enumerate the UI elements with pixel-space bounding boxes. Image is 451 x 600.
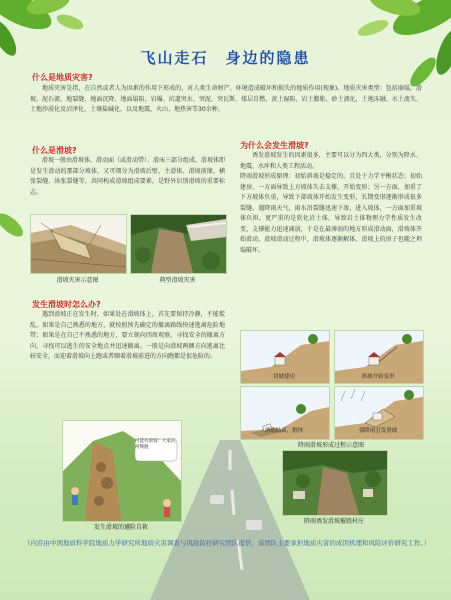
text-landslide-definition: 滑坡一般由滑坡体、滑动面（或滑动带）、滑床三部分组成。滑坡体即是发生滑动的那部分坡体，又可细分为滑坡后壁、主滑体、滑坡前缘，横张裂缝、纵张裂缝等，共同构成滑坡组成要素，是野外识别滑坡的重要标志。: [30, 157, 226, 196]
landslide-diagram-image: [30, 214, 127, 274]
caption-process-diagram: 降雨滑坡形成过程示意图: [297, 442, 364, 449]
text-what-to-do: 遇到滑坡正在发生时，如果处在滑坡体上，首先要保持冷静，不能慌乱。如果是自己熟悉的地方，就按照预先确定的撤离路线快速逃离危险地带；如果是在自己不熟悉的地方，要立刻向四周观察，寻找安全的撤离方向，寻找可以逃生的安全地点并迅速撤离。一般是向滑坡两侧方向逃离比较安全，而迎着滑坡向上跑或者顺着滑坡前进的方向跑都是很危险的。: [30, 311, 225, 360]
footer-source-note: （内容由中国地质科学院地质力学研究所地质灾害调查与风险防控研究团队提供，该团队主要承担地质灾害的成因机理和风险评价研究工作。）: [23, 539, 431, 547]
leaf-decoration-left: [0, 200, 32, 250]
caption-landslide-photo: 典型滑坡灾害: [159, 277, 196, 284]
label-step-1: 切坡建房: [272, 374, 295, 380]
text-landslide-causes: 诱发滑坡发生的因素很多，主要可以分为四大类，分别为降水、地震、水库和人类工程活动。 降雨滑坡形成原理：初始斜坡是稳定的，且处于力学平衡状态；初始建房，一方面导致上方坡体失去支撑，开始变形；另一方面，加重了下方坡体负重，导致下部坡体开始发生变形，长期变形逐渐形成很多裂缝。遇降雨天气，雨水沿裂缝迅速下渗，进入坡体，一方面加重坡体负担，更严重的是软化岩土体，导致岩土体物理力学性质发生改变，支撑能力迅速减弱，于是在最薄弱的地方形成滑动面，滑坡体开始滑动，滑坡滑动过程中，滑坡体逐渐解体，滑坡上的房子也随之坍塌破坏。: [240, 152, 422, 254]
label-step-4: 强降雨引发滑坡: [358, 428, 398, 434]
heading-why-landslide: 为什么会发生滑坡?: [240, 141, 309, 150]
label-step-3: 滑动结束，解体: [264, 428, 304, 434]
leaf-decoration-top-left: [0, 0, 100, 80]
heading-what-is-geohazard: 什么是地质灾害?: [32, 73, 93, 82]
page-title: 飞山走石 身边的隐患: [140, 49, 311, 67]
text-geohazard-definition: 地质灾害是指，在自然或者人为因素的作用下形成的，对人类生命财产、环境造成破坏和损失的地质作用(现象)。地质灾害类型：包括崩塌、滑坡、泥石流、地裂缝、地面沉降、地面塌陷、岩爆、坑道突水、突泥、突瓦斯、煤层自燃、黄土湿陷、岩土膨胀、砂土液化，土地冻融、水土流失、土地沙漠化及沼泽化、土壤盐碱化，以及地震、火山、地热害等30余种。: [30, 85, 422, 113]
heading-what-to-do: 发生滑坡时怎么办?: [32, 300, 101, 309]
caption-evacuation: 发生滑坡的避险自救: [93, 524, 148, 531]
speech-bubble-text: 可能有滑坡！大家向两侧跑: [135, 439, 176, 450]
caption-village-photo: 降雨诱发滑坡摧毁村庄: [303, 518, 364, 525]
landslide-photo: [130, 214, 227, 274]
caption-landslide-diagram: 滑坡灾害示意图: [56, 277, 99, 284]
heading-what-is-landslide: 什么是滑坡?: [32, 146, 77, 155]
label-step-2: 斜坡开始变形: [361, 374, 395, 380]
evacuation-cartoon-image: [62, 420, 182, 522]
